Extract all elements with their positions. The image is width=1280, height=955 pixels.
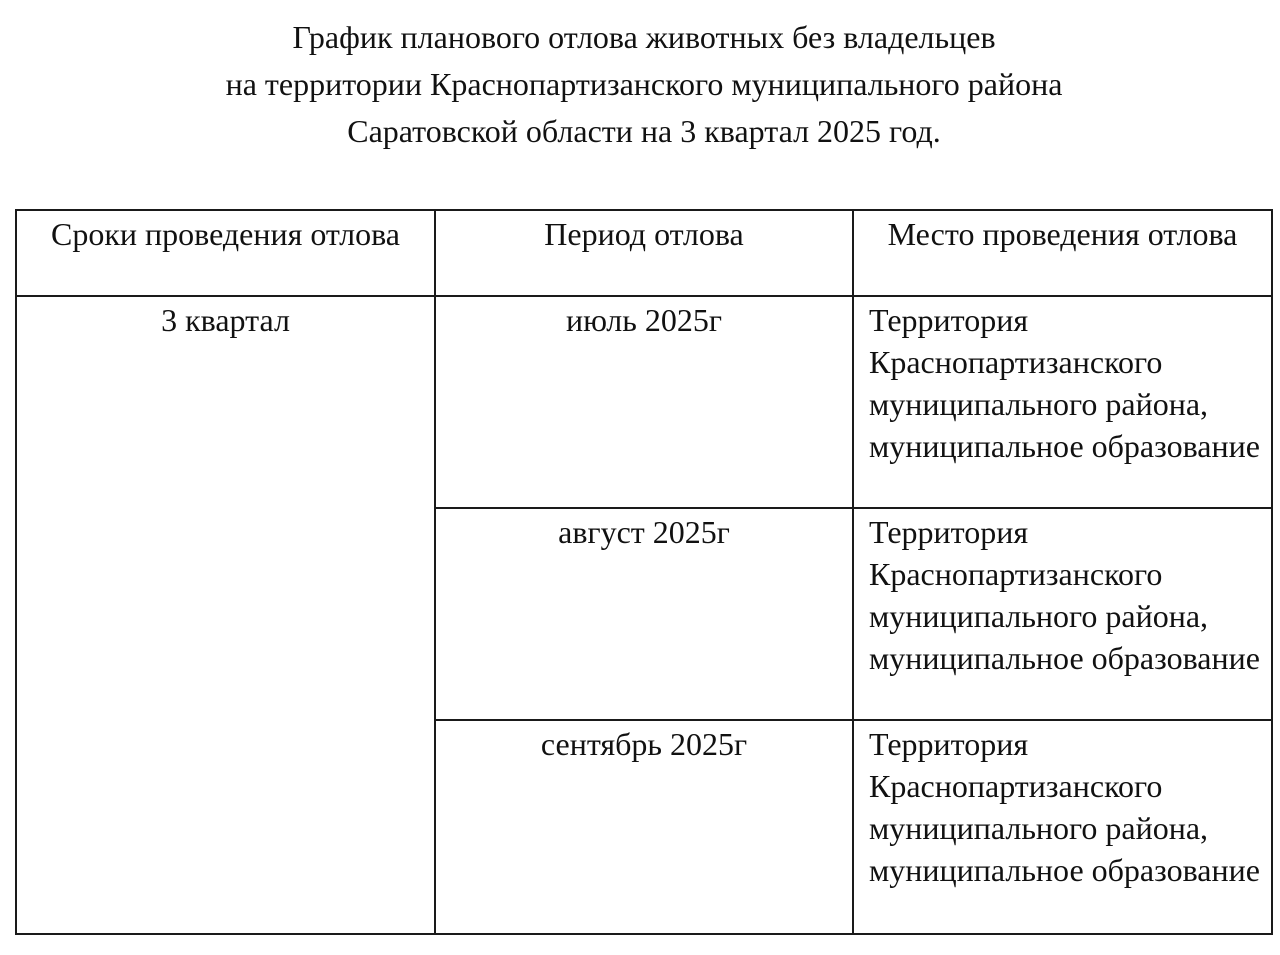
document-title	[0, 14, 1280, 155]
capture-schedule-table	[15, 209, 1273, 935]
table-header-row	[16, 210, 1272, 296]
table-row	[16, 296, 1272, 508]
cell-period: август 2025г	[435, 508, 853, 720]
header-capture-terms: Сроки проведения отлова	[16, 210, 435, 296]
title-line-2: на территории Краснопартизанского муниципального района	[225, 66, 1063, 102]
cell-place: Территория Краснопартизанского муниципального района, муниципальное образование	[853, 720, 1272, 934]
header-capture-place: Место проведения отлова	[853, 210, 1272, 296]
title-line-1: График планового отлова животных без владельцев	[292, 19, 996, 55]
cell-period: июль 2025г	[435, 296, 853, 508]
cell-period: сентябрь 2025г	[435, 720, 853, 934]
title-line-3: Саратовской области на 3 квартал 2025 год.	[347, 113, 941, 149]
cell-term: 3 квартал	[16, 296, 435, 934]
cell-place: Территория Краснопартизанского муниципального района, муниципальное образование	[853, 508, 1272, 720]
header-capture-period: Период отлова	[435, 210, 853, 296]
cell-place: Территория Краснопартизанского муниципального района, муниципальное образование	[853, 296, 1272, 508]
